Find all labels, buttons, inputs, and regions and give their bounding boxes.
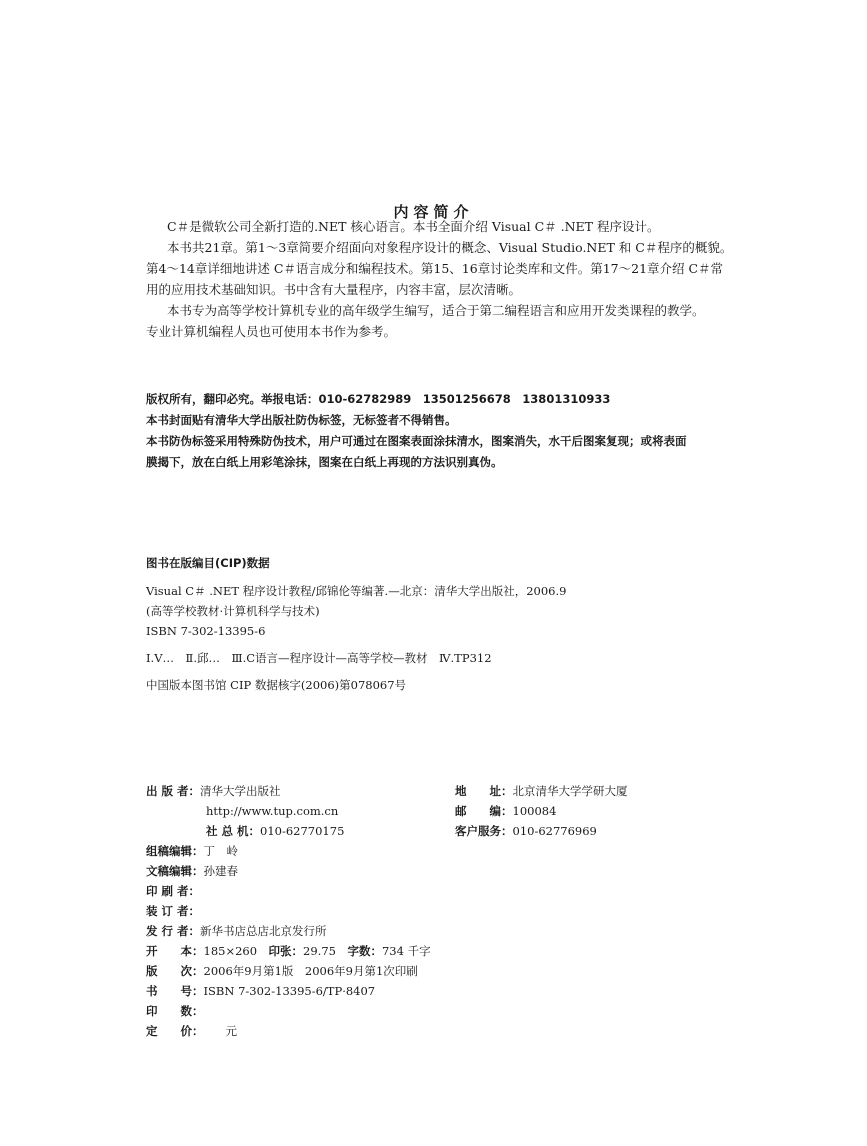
words-value: 734 千字 [381,944,431,958]
postcode-label: 邮 编： [455,804,513,818]
format-value: 185×260 [203,944,258,958]
copies-label: 印 数： [146,1004,204,1018]
editor-label: 组稿编辑： [146,844,204,858]
isbn-value: ISBN 7-302-13395-6/TP·8407 [203,984,376,998]
editor-value: 丁 岭 [203,844,238,858]
cip-line-4: Ⅰ.V… Ⅱ.邱… Ⅲ.C语言—程序设计—高等学校—教材 Ⅳ.TP312 [146,651,492,665]
isbn-label: 书 号： [146,984,204,998]
copyright-line-4: 膜揭下，放在白纸上用彩笔涂抹，图案在白纸上再现的方法识别真伪。 [146,455,503,469]
copyright-line-3: 本书防伪标签采用特殊防伪技术，用户可通过在图案表面涂抹清水，图案消失，水干后图案复现；或将表面 [146,434,687,448]
sheets-label: 印张： [268,944,304,958]
edition-row [146,961,418,982]
summary-line-4: 用的应用技术基础知识。书中含有大量程序，内容丰富，层次清晰。 [146,282,522,297]
distributor-label: 发 行 者： [146,924,201,938]
text-editor-label: 文稿编辑： [146,864,204,878]
summary-line-1: C＃是微软公司全新打造的.NET 核心语言。本书全面介绍 Visual C＃ .NET 程序设计。 [167,219,660,234]
summary-line-2: 本书共21章。第1～3章简要介绍面向对象程序设计的概念、Visual Studio.NET 和 C＃程序的概貌。 [167,240,733,255]
distributor-value: 新华书店总店北京发行所 [200,924,327,938]
copyright-line-1: 版权所有，翻印必究。举报电话：010-62782989 13501256678 13801310933 [146,392,611,406]
format-row [146,941,431,962]
postcode-value: 100084 [512,804,557,818]
cip-line-5: 中国版本图书馆 CIP 数据核字(2006)第078067号 [146,678,407,692]
publisher-value: 清华大学出版社 [200,784,281,798]
website: http://www.tup.com.cn [206,804,339,818]
service-label: 客户服务： [455,824,513,838]
cip-line-3: ISBN 7-302-13395-6 [146,624,266,638]
copies-row [146,1001,204,1022]
summary-line-5: 本书专为高等学校计算机专业的高年级学生编写，适合于第二编程语言和应用开发类课程的教学。 [167,303,705,318]
binder-label: 装 订 者： [146,904,201,918]
price-value: 元 [225,1024,237,1038]
postcode-row [455,801,556,822]
summary-line-3: 第4～14章详细地讲述 C＃语言成分和编程技术。第15、16章讨论类库和文件。第17～21章介绍 C＃常 [146,261,724,276]
editor-row [146,841,238,862]
switchboard-label: 社 总 机： [206,824,261,838]
cip-heading: 图书在版编目(CIP)数据 [146,556,270,570]
service-row [455,821,597,842]
edition-label: 版 次： [146,964,204,978]
publisher-label: 出 版 者： [146,784,201,798]
address-value: 北京清华大学学研大厦 [512,784,628,798]
summary-title: 内容简介 [393,203,474,221]
service-value: 010-62776969 [512,824,597,838]
copyright-line-2: 本书封面贴有清华大学出版社防伪标签，无标签者不得销售。 [146,413,457,427]
address-row [455,781,628,802]
words-label: 字数： [347,944,382,958]
cip-line-1: Visual C＃ .NET 程序设计教程/邱锦伦等编著.—北京：清华大学出版社，2006.9 [146,584,567,598]
switchboard-row [206,821,344,842]
text-editor-value: 孙建春 [203,864,238,878]
summary-line-6: 专业计算机编程人员也可使用本书作为参考。 [146,324,397,339]
publisher-row [146,781,281,802]
switchboard-value: 010-62770175 [260,824,345,838]
binder-row [146,901,200,922]
price-label: 定 价： [146,1024,204,1038]
isbn-row [146,981,375,1002]
printer-label: 印 刷 者： [146,884,201,898]
cip-line-2: (高等学校教材·计算机科学与技术) [146,604,320,618]
sheets-value: 29.75 [303,944,336,958]
address-label: 地 址： [455,784,513,798]
text-editor-row [146,861,238,882]
edition-value: 2006年9月第1版 2006年9月第1次印刷 [203,964,418,978]
printer-row [146,881,200,902]
price-row [146,1021,237,1042]
distributor-row [146,921,327,942]
format-label: 开 本： [146,944,204,958]
